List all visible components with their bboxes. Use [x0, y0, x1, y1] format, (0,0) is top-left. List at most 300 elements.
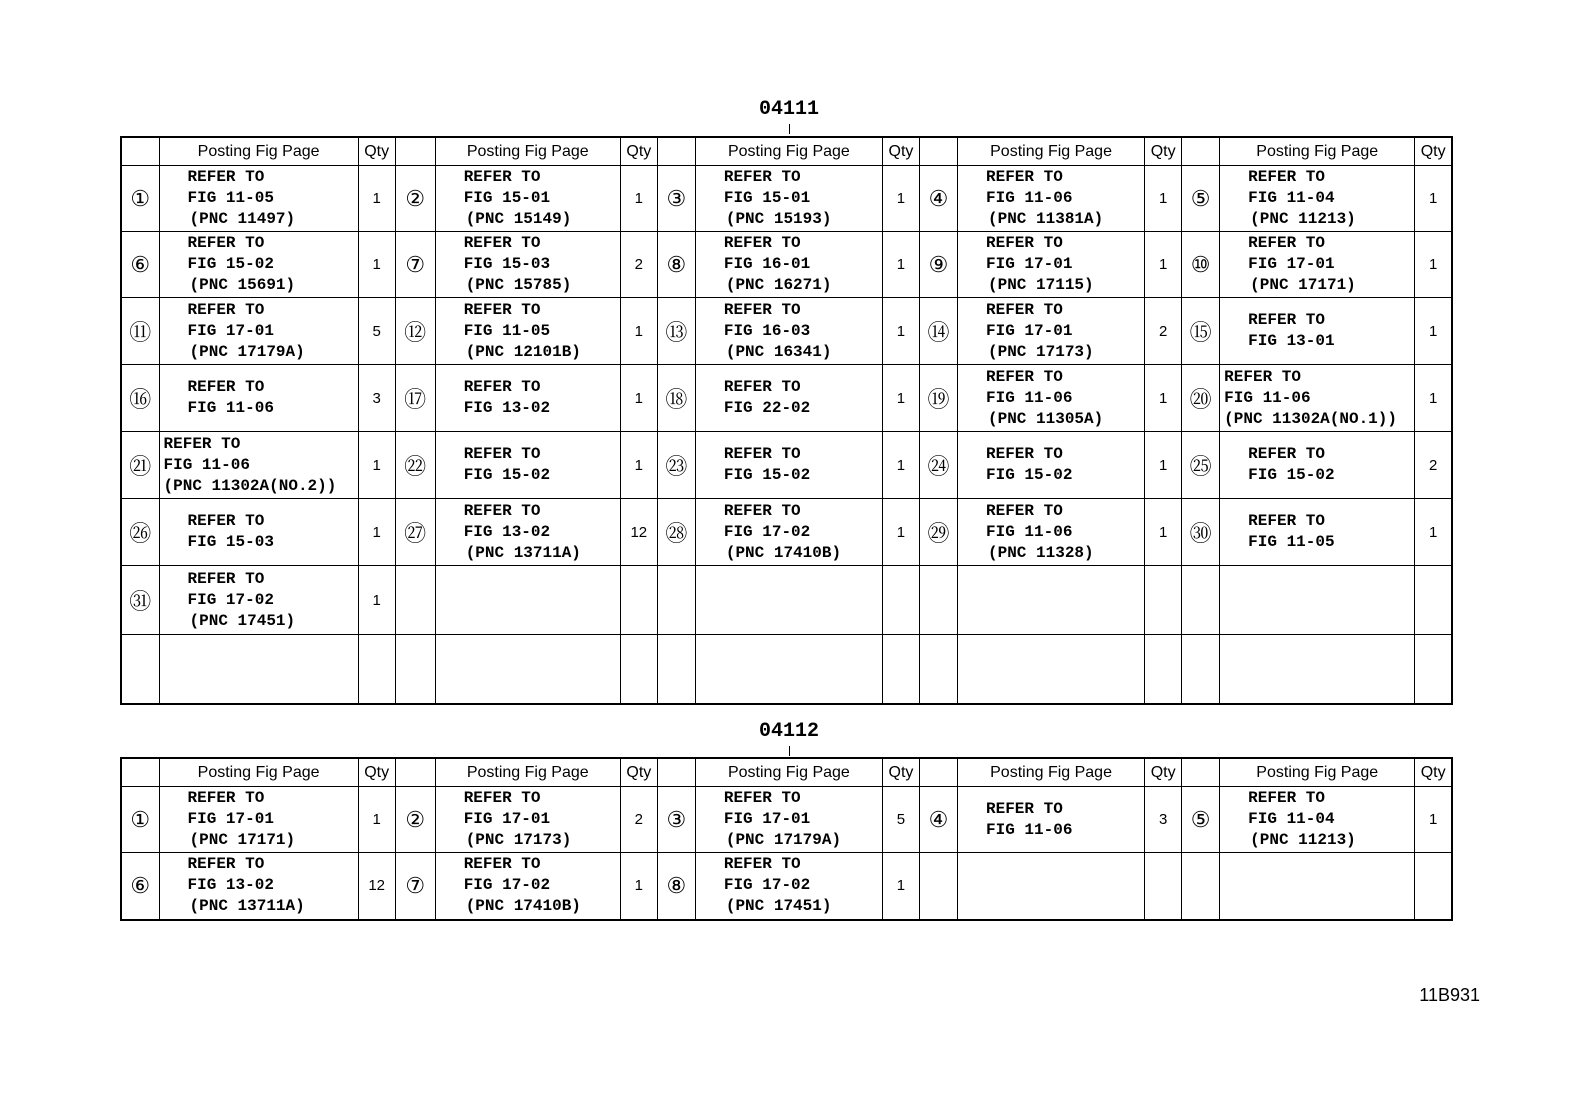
table-row: [121, 499, 1452, 566]
item-qty: 3: [358, 365, 395, 432]
header-number-cell: [1182, 137, 1220, 166]
reference-lines: [1220, 511, 1414, 553]
refer-to-text: REFER TO: [187, 234, 265, 252]
item-number: [657, 635, 695, 704]
fig-page-text: FIG 11-04: [1248, 189, 1335, 207]
item-number: ③: [657, 787, 695, 853]
item-number: ①: [121, 166, 159, 232]
pnc-text: (PNC 11302A(NO.2)): [163, 476, 337, 495]
header-posting-fig-page: Posting Fig Page: [695, 137, 882, 166]
reference-lines: [436, 377, 620, 419]
refer-to-text: REFER TO: [463, 234, 541, 252]
reference-lines: [160, 511, 358, 553]
posting-reference: [958, 787, 1145, 853]
posting-reference: [958, 499, 1145, 566]
item-number: [1182, 853, 1220, 920]
header-qty: Qty: [1145, 137, 1182, 166]
header-qty: Qty: [358, 758, 395, 787]
refer-to-text: REFER TO: [723, 234, 801, 252]
refer-to-text: REFER TO: [463, 445, 541, 463]
item-qty: [620, 635, 657, 704]
header-qty: Qty: [882, 758, 919, 787]
item-number: ④: [919, 166, 957, 232]
reference-lines: [160, 233, 358, 296]
item-qty: [1145, 566, 1182, 635]
item-number: ⑮: [1182, 298, 1220, 365]
posting-reference: [435, 298, 620, 365]
item-qty: 1: [358, 432, 395, 499]
fig-page-text: FIG 11-04: [1248, 810, 1335, 828]
parts-table-04111: [120, 136, 1453, 705]
item-qty: 1: [1415, 232, 1452, 298]
fig-page-text: FIG 11-05: [187, 189, 274, 207]
refer-to-text: REFER TO: [1224, 367, 1301, 386]
item-number: [919, 635, 957, 704]
pnc-text: (PNC 17179A): [725, 831, 842, 849]
posting-reference: [1220, 232, 1415, 298]
fig-page-text: FIG 15-02: [986, 466, 1073, 484]
item-qty: 12: [358, 853, 395, 920]
reference-lines: [160, 167, 358, 230]
header-row: [121, 137, 1452, 166]
posting-reference: [159, 166, 358, 232]
posting-reference: [958, 566, 1145, 635]
header-qty: Qty: [1415, 758, 1452, 787]
item-qty: 2: [620, 787, 657, 853]
header-number-cell: [121, 758, 159, 787]
header-number-cell: [657, 137, 695, 166]
pnc-text: (PNC 13711A): [465, 543, 581, 562]
item-number: ㉑: [121, 432, 159, 499]
refer-to-text: REFER TO: [463, 855, 541, 874]
refer-to-text: REFER TO: [986, 799, 1063, 818]
pnc-text: (PNC 13711A): [189, 897, 305, 916]
pnc-text: (PNC 16341): [725, 342, 832, 361]
header-number-cell: [121, 137, 159, 166]
item-qty: 1: [620, 853, 657, 920]
header-qty: Qty: [882, 137, 919, 166]
item-number: ⑥: [121, 853, 159, 920]
header-qty: Qty: [620, 137, 657, 166]
item-number: ⑤: [1182, 787, 1220, 853]
reference-lines: [160, 854, 358, 917]
posting-reference: [435, 566, 620, 635]
fig-page-text: FIG 11-06: [986, 820, 1073, 839]
item-number: ⑦: [395, 232, 435, 298]
header-posting-fig-page: Posting Fig Page: [1220, 137, 1415, 166]
refer-to-text: REFER TO: [1248, 789, 1325, 807]
item-number: ㉙: [919, 499, 957, 566]
refer-to-text: REFER TO: [723, 300, 801, 319]
item-qty: [882, 635, 919, 704]
item-number: [121, 635, 159, 704]
item-number: ㉗: [395, 499, 435, 566]
reference-lines: [696, 377, 882, 419]
item-qty: [1415, 853, 1452, 920]
refer-to-text: REFER TO: [187, 569, 265, 588]
item-qty: 1: [882, 365, 919, 432]
reference-lines: [958, 233, 1144, 296]
item-qty: 1: [620, 298, 657, 365]
table-row: [121, 787, 1452, 853]
refer-to-text: REFER TO: [723, 855, 801, 874]
fig-page-text: FIG 17-01: [1248, 255, 1335, 273]
item-number: ⑥: [121, 232, 159, 298]
item-number: ④: [919, 787, 957, 853]
table-row: [121, 853, 1452, 920]
item-number: ③: [657, 166, 695, 232]
reference-lines: [958, 444, 1144, 486]
item-number: ⑧: [657, 853, 695, 920]
reference-lines: [160, 569, 358, 632]
item-qty: [1415, 566, 1452, 635]
item-number: ⑩: [1182, 232, 1220, 298]
posting-reference: [1220, 166, 1415, 232]
fig-page-text: FIG 15-03: [463, 255, 551, 273]
posting-reference: [159, 566, 358, 635]
fig-page-text: FIG 16-01: [723, 255, 811, 273]
reference-lines: [436, 444, 620, 486]
refer-to-text: REFER TO: [187, 378, 265, 396]
posting-reference: [695, 232, 882, 298]
item-qty: 1: [358, 166, 395, 232]
pnc-text: (PNC 11497): [189, 210, 296, 228]
pnc-text: (PNC 17451): [189, 611, 296, 630]
reference-lines: [160, 377, 358, 419]
posting-reference: [695, 432, 882, 499]
reference-lines: [1220, 788, 1414, 851]
reference-lines: [696, 167, 882, 230]
item-qty: 1: [1145, 166, 1182, 232]
refer-to-text: REFER TO: [723, 501, 801, 520]
item-number: ㉔: [919, 432, 957, 499]
item-number: ㉓: [657, 432, 695, 499]
reference-lines: [958, 367, 1144, 430]
refer-to-text: REFER TO: [187, 789, 265, 807]
section-code-tick: [789, 124, 790, 134]
reference-lines: [436, 167, 620, 230]
fig-page-text: FIG 11-06: [986, 522, 1073, 541]
pnc-text: (PNC 17171): [1250, 276, 1356, 294]
reference-lines: [436, 300, 620, 363]
posting-reference: [1220, 787, 1415, 853]
item-qty: 1: [1415, 499, 1452, 566]
reference-lines: [958, 799, 1144, 841]
posting-reference: [695, 635, 882, 704]
figure-id: 11B931: [1419, 985, 1480, 1005]
header-posting-fig-page: Posting Fig Page: [435, 137, 620, 166]
item-number: ⑭: [919, 298, 957, 365]
reference-lines: [1220, 233, 1414, 296]
reference-lines: [958, 300, 1144, 363]
posting-reference: [435, 853, 620, 920]
header-number-cell: [919, 758, 957, 787]
posting-reference: [159, 787, 358, 853]
item-number: ①: [121, 787, 159, 853]
refer-to-text: REFER TO: [187, 855, 265, 874]
item-qty: 1: [882, 298, 919, 365]
posting-reference: [159, 853, 358, 920]
item-number: ⑲: [919, 365, 957, 432]
header-posting-fig-page: Posting Fig Page: [435, 758, 620, 787]
pnc-text: (PNC 17179A): [189, 342, 305, 361]
item-qty: 1: [358, 232, 395, 298]
refer-to-text: REFER TO: [723, 168, 801, 186]
reference-lines: [436, 501, 620, 564]
item-qty: 1: [882, 499, 919, 566]
pnc-text: (PNC 11305A): [988, 409, 1104, 428]
reference-lines: [696, 300, 882, 363]
header-qty: Qty: [1415, 137, 1452, 166]
fig-page-text: FIG 17-02: [187, 590, 274, 609]
posting-reference: [435, 635, 620, 704]
item-qty: 1: [1415, 787, 1452, 853]
posting-reference: [958, 166, 1145, 232]
item-number: ⑳: [1182, 365, 1220, 432]
item-qty: [358, 635, 395, 704]
pnc-text: (PNC 17171): [189, 831, 296, 849]
item-qty: 1: [620, 365, 657, 432]
refer-to-text: REFER TO: [723, 445, 801, 463]
refer-to-text: REFER TO: [463, 378, 541, 396]
refer-to-text: REFER TO: [463, 501, 541, 520]
posting-reference: [159, 635, 358, 704]
header-posting-fig-page: Posting Fig Page: [159, 137, 358, 166]
header-qty: Qty: [620, 758, 657, 787]
posting-reference: [958, 635, 1145, 704]
item-qty: 2: [1415, 432, 1452, 499]
reference-lines: [160, 300, 358, 363]
posting-reference: [1220, 635, 1415, 704]
item-number: ⑯: [121, 365, 159, 432]
reference-lines: [696, 233, 882, 296]
item-qty: [882, 566, 919, 635]
header-number-cell: [395, 137, 435, 166]
refer-to-text: REFER TO: [187, 300, 265, 319]
fig-page-text: FIG 15-02: [1248, 466, 1335, 484]
pnc-text: (PNC 17173): [465, 831, 572, 849]
pnc-text: (PNC 17410B): [465, 897, 581, 916]
refer-to-text: REFER TO: [986, 300, 1063, 319]
posting-reference: [159, 298, 358, 365]
posting-reference: [159, 365, 358, 432]
item-number: ⑫: [395, 298, 435, 365]
header-posting-fig-page: Posting Fig Page: [159, 758, 358, 787]
reference-lines: [160, 788, 358, 851]
fig-page-text: FIG 11-06: [163, 455, 250, 474]
reference-lines: [696, 444, 882, 486]
header-posting-fig-page: Posting Fig Page: [958, 137, 1145, 166]
item-number: ⑦: [395, 853, 435, 920]
refer-to-text: REFER TO: [723, 789, 801, 807]
refer-to-text: REFER TO: [986, 234, 1063, 252]
posting-reference: [958, 853, 1145, 920]
fig-page-text: FIG 17-02: [463, 876, 551, 895]
posting-reference: [1220, 432, 1415, 499]
posting-reference: [1220, 365, 1415, 432]
refer-to-text: REFER TO: [986, 445, 1063, 463]
fig-page-text: FIG 17-01: [986, 255, 1073, 273]
fig-page-text: FIG 22-02: [723, 399, 811, 417]
pnc-text: (PNC 11213): [1250, 210, 1356, 228]
item-number: ㉛: [121, 566, 159, 635]
item-number: [1182, 635, 1220, 704]
refer-to-text: REFER TO: [1248, 234, 1325, 252]
posting-reference: [159, 499, 358, 566]
pnc-text: (PNC 16271): [725, 276, 832, 294]
fig-page-text: FIG 11-06: [1224, 388, 1311, 407]
item-number: [395, 635, 435, 704]
fig-page-text: FIG 17-01: [723, 810, 811, 828]
reference-lines: [1220, 444, 1414, 486]
refer-to-text: REFER TO: [163, 434, 241, 453]
item-number: ㉘: [657, 499, 695, 566]
item-qty: 1: [882, 432, 919, 499]
item-qty: 3: [1145, 787, 1182, 853]
fig-page-text: FIG 15-01: [463, 189, 551, 207]
fig-page-text: FIG 15-02: [187, 255, 274, 273]
refer-to-text: REFER TO: [1248, 445, 1325, 463]
item-qty: 2: [1145, 298, 1182, 365]
reference-lines: [436, 854, 620, 917]
item-number: ②: [395, 166, 435, 232]
item-qty: 1: [882, 232, 919, 298]
refer-to-text: REFER TO: [986, 367, 1063, 386]
item-number: [1182, 566, 1220, 635]
fig-page-text: FIG 17-01: [187, 321, 274, 340]
item-qty: 1: [1145, 499, 1182, 566]
reference-lines: [958, 167, 1144, 230]
reference-lines: [696, 854, 882, 917]
item-qty: 1: [358, 787, 395, 853]
refer-to-text: REFER TO: [187, 168, 265, 186]
table-row: [121, 232, 1452, 298]
fig-page-text: FIG 17-01: [463, 810, 551, 828]
section-code-04111: 04111: [758, 98, 819, 121]
refer-to-text: REFER TO: [187, 512, 265, 530]
item-qty: 2: [620, 232, 657, 298]
posting-reference: [1220, 853, 1415, 920]
refer-to-text: REFER TO: [1248, 311, 1325, 329]
table-row: [121, 166, 1452, 232]
item-qty: 1: [358, 566, 395, 635]
item-qty: [1145, 853, 1182, 920]
fig-page-text: FIG 17-01: [986, 321, 1073, 340]
header-number-cell: [395, 758, 435, 787]
item-number: ②: [395, 787, 435, 853]
pnc-text: (PNC 17410B): [725, 543, 842, 562]
refer-to-text: REFER TO: [723, 378, 801, 396]
section-code-tick: [789, 746, 790, 756]
reference-lines: [696, 501, 882, 564]
refer-to-text: REFER TO: [1248, 512, 1325, 530]
table-row: [121, 635, 1452, 704]
refer-to-text: REFER TO: [463, 168, 541, 186]
posting-reference: [159, 232, 358, 298]
pnc-text: (PNC 11302A(NO.1)): [1224, 409, 1397, 428]
posting-reference: [695, 853, 882, 920]
header-row: [121, 758, 1452, 787]
pnc-text: (PNC 12101B): [465, 342, 581, 361]
fig-page-text: FIG 11-06: [187, 399, 274, 417]
item-number: [657, 566, 695, 635]
pnc-text: (PNC 15193): [725, 210, 832, 228]
pnc-text: (PNC 11328): [988, 543, 1094, 562]
posting-reference: [958, 232, 1145, 298]
item-qty: 12: [620, 499, 657, 566]
item-qty: 1: [882, 853, 919, 920]
reference-lines: [436, 788, 620, 851]
item-qty: [1145, 635, 1182, 704]
posting-reference: [1220, 566, 1415, 635]
item-qty: 5: [882, 787, 919, 853]
item-number: ㉖: [121, 499, 159, 566]
item-qty: 1: [882, 166, 919, 232]
fig-page-text: FIG 17-01: [187, 810, 274, 828]
fig-page-text: FIG 15-01: [723, 189, 811, 207]
fig-page-text: FIG 13-02: [463, 522, 551, 541]
pnc-text: (PNC 15149): [465, 210, 572, 228]
item-number: ⑱: [657, 365, 695, 432]
posting-reference: [159, 432, 358, 499]
fig-page-text: FIG 13-02: [187, 876, 274, 895]
header-qty: Qty: [358, 137, 395, 166]
item-number: ㉒: [395, 432, 435, 499]
parts-table-04112: [120, 757, 1453, 921]
item-qty: 1: [1145, 365, 1182, 432]
item-number: ⑬: [657, 298, 695, 365]
reference-lines: [436, 233, 620, 296]
posting-reference: [695, 298, 882, 365]
refer-to-text: REFER TO: [986, 168, 1063, 186]
item-qty: 1: [620, 166, 657, 232]
fig-page-text: FIG 13-02: [463, 399, 551, 417]
reference-lines: [696, 788, 882, 851]
posting-reference: [1220, 298, 1415, 365]
fig-page-text: FIG 15-03: [187, 533, 274, 551]
fig-page-text: FIG 17-02: [723, 522, 811, 541]
item-qty: 1: [620, 432, 657, 499]
posting-reference: [435, 232, 620, 298]
table-row: [121, 432, 1452, 499]
posting-reference: [695, 499, 882, 566]
table-row: [121, 365, 1452, 432]
posting-reference: [695, 166, 882, 232]
item-qty: [620, 566, 657, 635]
item-qty: 1: [358, 499, 395, 566]
header-number-cell: [1182, 758, 1220, 787]
item-number: ⑪: [121, 298, 159, 365]
item-qty: 1: [1415, 298, 1452, 365]
pnc-text: (PNC 17451): [725, 897, 832, 916]
reference-lines: [1220, 367, 1414, 430]
refer-to-text: REFER TO: [463, 789, 541, 807]
header-posting-fig-page: Posting Fig Page: [1220, 758, 1415, 787]
pnc-text: (PNC 15785): [465, 276, 572, 294]
item-qty: 1: [1145, 232, 1182, 298]
header-posting-fig-page: Posting Fig Page: [695, 758, 882, 787]
item-number: ㉕: [1182, 432, 1220, 499]
posting-reference: [435, 432, 620, 499]
fig-page-text: FIG 11-05: [1248, 533, 1335, 551]
posting-reference: [435, 499, 620, 566]
item-number: ㉚: [1182, 499, 1220, 566]
pnc-text: (PNC 15691): [189, 276, 296, 294]
reference-lines: [958, 501, 1144, 564]
fig-page-text: FIG 16-03: [723, 321, 811, 340]
header-qty: Qty: [1145, 758, 1182, 787]
posting-reference: [695, 365, 882, 432]
